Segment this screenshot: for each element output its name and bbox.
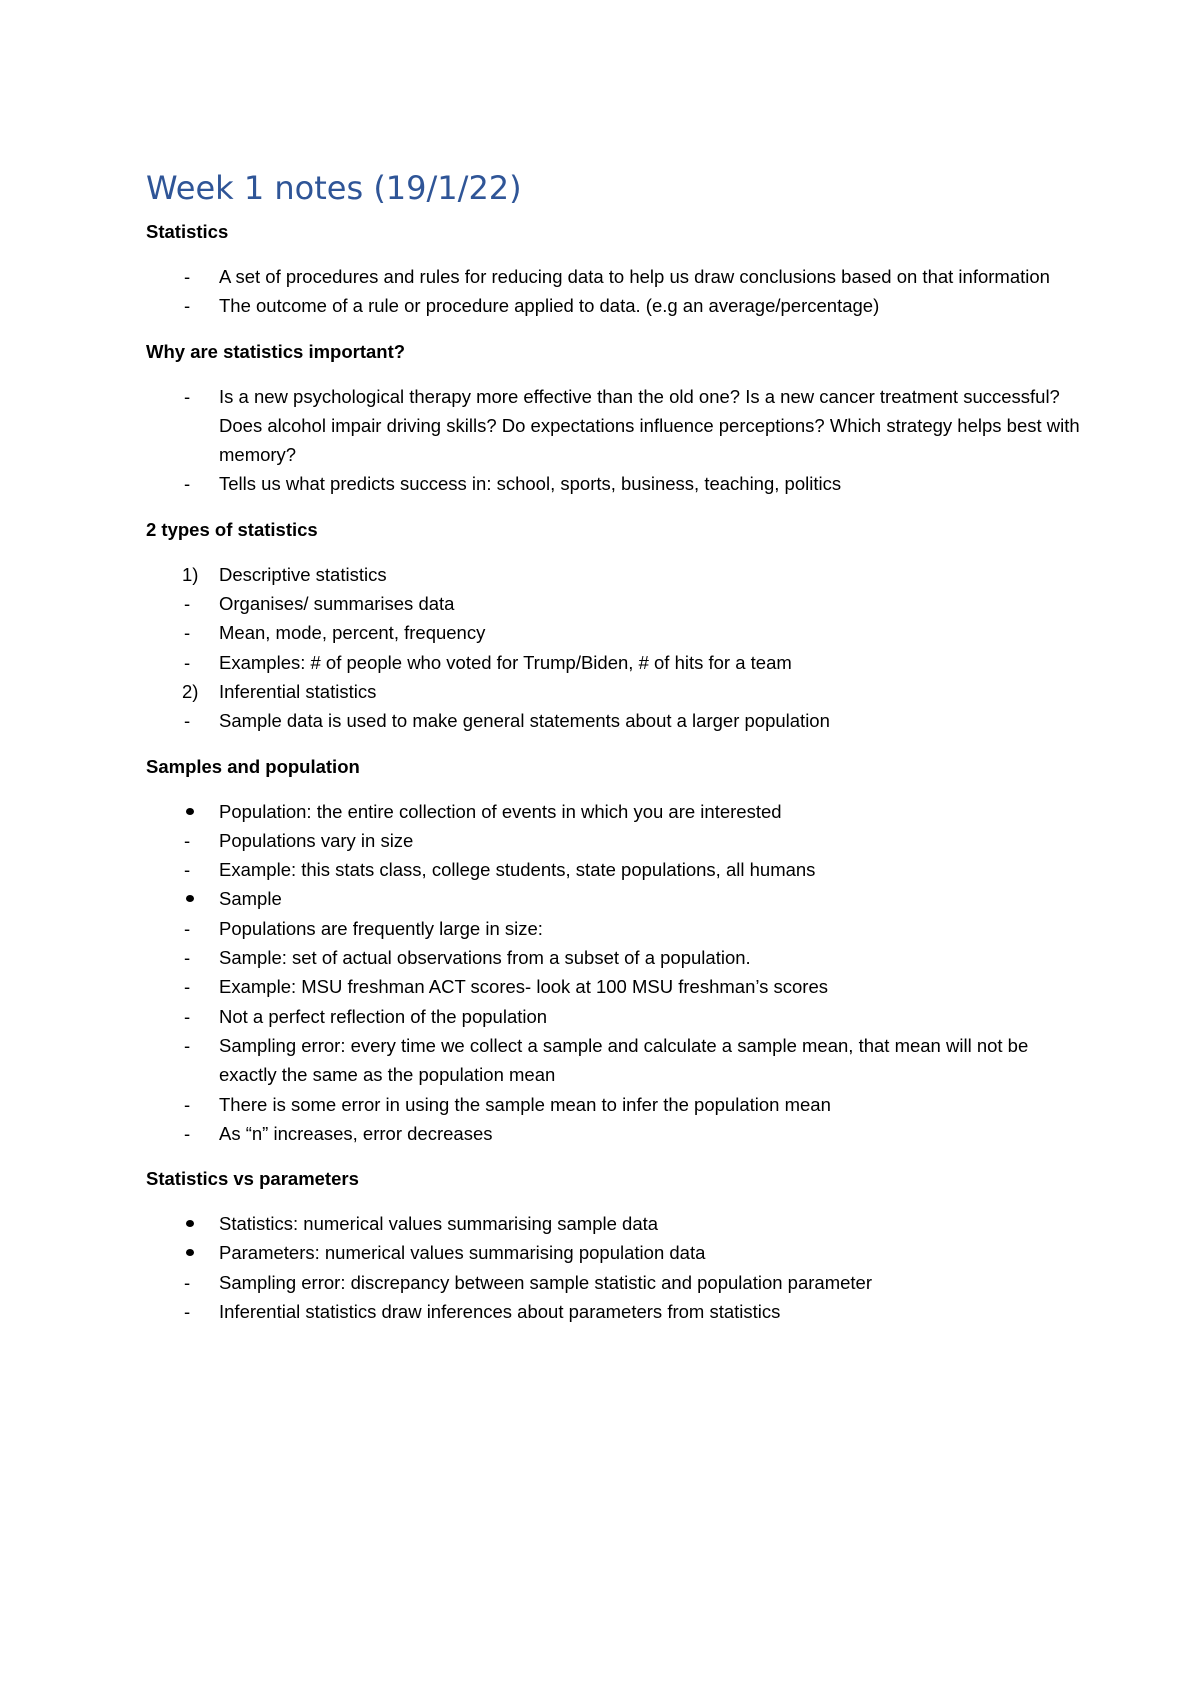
dash-icon bbox=[184, 469, 214, 498]
list-number: 1) bbox=[182, 563, 199, 585]
list-item-text: Example: MSU freshman ACT scores- look at 100 MSU freshman’s scores bbox=[219, 976, 829, 998]
list-item-text: Organises/ summarises data bbox=[219, 593, 455, 615]
section-heading: Why are statistics important? bbox=[146, 340, 406, 362]
list-item bbox=[146, 1031, 1080, 1090]
list-item bbox=[146, 618, 1080, 647]
dash-icon bbox=[184, 589, 214, 618]
section-list bbox=[146, 560, 1080, 736]
list-item-text: A set of procedures and rules for reducing data to help us draw conclusions based on that information bbox=[219, 266, 1050, 287]
dash-icon bbox=[184, 1002, 214, 1031]
dash-icon bbox=[184, 291, 214, 320]
section-heading: Samples and population bbox=[146, 755, 360, 777]
document-body bbox=[146, 217, 1080, 1326]
section-heading: Statistics vs parameters bbox=[146, 1168, 359, 1190]
list-item-text: Is a new psychological therapy more effective than the old one? Is a new cancer treatment successful? Does alcohol impair driving skills? Do expectations influence perceptions? Which strategy helps best with memory? bbox=[219, 385, 1080, 466]
list-item bbox=[146, 1268, 1080, 1297]
dash-icon bbox=[184, 855, 214, 884]
dash-icon bbox=[184, 706, 214, 735]
list-item-text: Inferential statistics draw inferences about parameters from statistics bbox=[219, 1301, 781, 1323]
dash-icon bbox=[184, 943, 214, 972]
list-item-text: Descriptive statistics bbox=[219, 563, 387, 585]
list-item-text: Populations are frequently large in size: bbox=[219, 917, 543, 939]
list-number: 2) bbox=[182, 680, 199, 702]
dash-icon bbox=[184, 1297, 214, 1326]
list-item bbox=[146, 382, 1080, 470]
list-item-text: Tells us what predicts success in: school, sports, business, teaching, politics bbox=[219, 473, 842, 495]
list-item-text: Inferential statistics bbox=[219, 680, 377, 702]
dash-icon bbox=[184, 262, 214, 291]
list-item-text: Not a perfect reflection of the population bbox=[219, 1005, 548, 1027]
list-item bbox=[146, 855, 1080, 884]
dash-icon bbox=[184, 1031, 214, 1060]
list-item bbox=[146, 1209, 1080, 1238]
list-item-text: Sampling error: every time we collect a sample and calculate a sample mean, that mean will not be exactly the same as the population mean bbox=[219, 1034, 1029, 1086]
list-item bbox=[146, 291, 1080, 320]
list-item-text: There is some error in using the sample mean to infer the population mean bbox=[219, 1093, 831, 1115]
list-item-text: As “n” increases, error decreases bbox=[219, 1122, 493, 1144]
list-item bbox=[146, 677, 1080, 706]
dash-icon bbox=[184, 618, 214, 647]
dash-icon bbox=[184, 914, 214, 943]
list-item bbox=[146, 884, 1080, 913]
section-heading: Statistics bbox=[146, 221, 229, 242]
list-item-text: Population: the entire collection of events in which you are interested bbox=[219, 800, 782, 822]
dash-icon bbox=[184, 1090, 214, 1119]
list-item-text: Example: this stats class, college students, state populations, all humans bbox=[219, 859, 816, 881]
list-item-text: Parameters: numerical values summarising population data bbox=[219, 1242, 706, 1264]
list-item-text: Examples: # of people who voted for Trump/Biden, # of hits for a team bbox=[219, 651, 792, 673]
dash-icon bbox=[184, 1268, 214, 1297]
list-item bbox=[146, 648, 1080, 677]
section-list bbox=[146, 1209, 1080, 1326]
page-title: Week 1 notes (19/1/22) bbox=[146, 169, 522, 207]
list-item-text: The outcome of a rule or procedure applied to data. (e.g an average/percentage) bbox=[219, 295, 880, 317]
dash-icon bbox=[184, 648, 214, 677]
list-item bbox=[146, 589, 1080, 618]
list-item bbox=[146, 1119, 1080, 1148]
list-item bbox=[146, 560, 1080, 589]
dash-icon bbox=[184, 382, 214, 411]
section-list bbox=[146, 262, 1080, 321]
list-item bbox=[146, 1238, 1080, 1267]
list-item-text: Sampling error: discrepancy between sample statistic and population parameter bbox=[219, 1271, 872, 1293]
section-heading: 2 types of statistics bbox=[146, 518, 318, 540]
list-item bbox=[146, 826, 1080, 855]
list-item bbox=[146, 914, 1080, 943]
list-item-text: Mean, mode, percent, frequency bbox=[219, 622, 486, 644]
section-list bbox=[146, 797, 1080, 1149]
list-item-text: Sample: set of actual observations from a subset of a population. bbox=[219, 947, 751, 969]
section-list bbox=[146, 382, 1080, 499]
dash-icon bbox=[184, 826, 214, 855]
list-item bbox=[146, 262, 1080, 291]
list-item bbox=[146, 469, 1080, 498]
list-item bbox=[146, 1090, 1080, 1119]
list-item-text: Populations vary in size bbox=[219, 829, 414, 851]
list-item-text: Sample bbox=[219, 888, 282, 910]
list-item bbox=[146, 972, 1080, 1001]
list-item bbox=[146, 1297, 1080, 1326]
list-item bbox=[146, 706, 1080, 735]
list-item bbox=[146, 943, 1080, 972]
list-item bbox=[146, 1002, 1080, 1031]
list-item bbox=[146, 797, 1080, 826]
list-item-text: Statistics: numerical values summarising sample data bbox=[219, 1213, 659, 1235]
dash-icon bbox=[184, 1119, 214, 1148]
dash-icon bbox=[184, 972, 214, 1001]
list-item-text: Sample data is used to make general statements about a larger population bbox=[219, 710, 830, 732]
